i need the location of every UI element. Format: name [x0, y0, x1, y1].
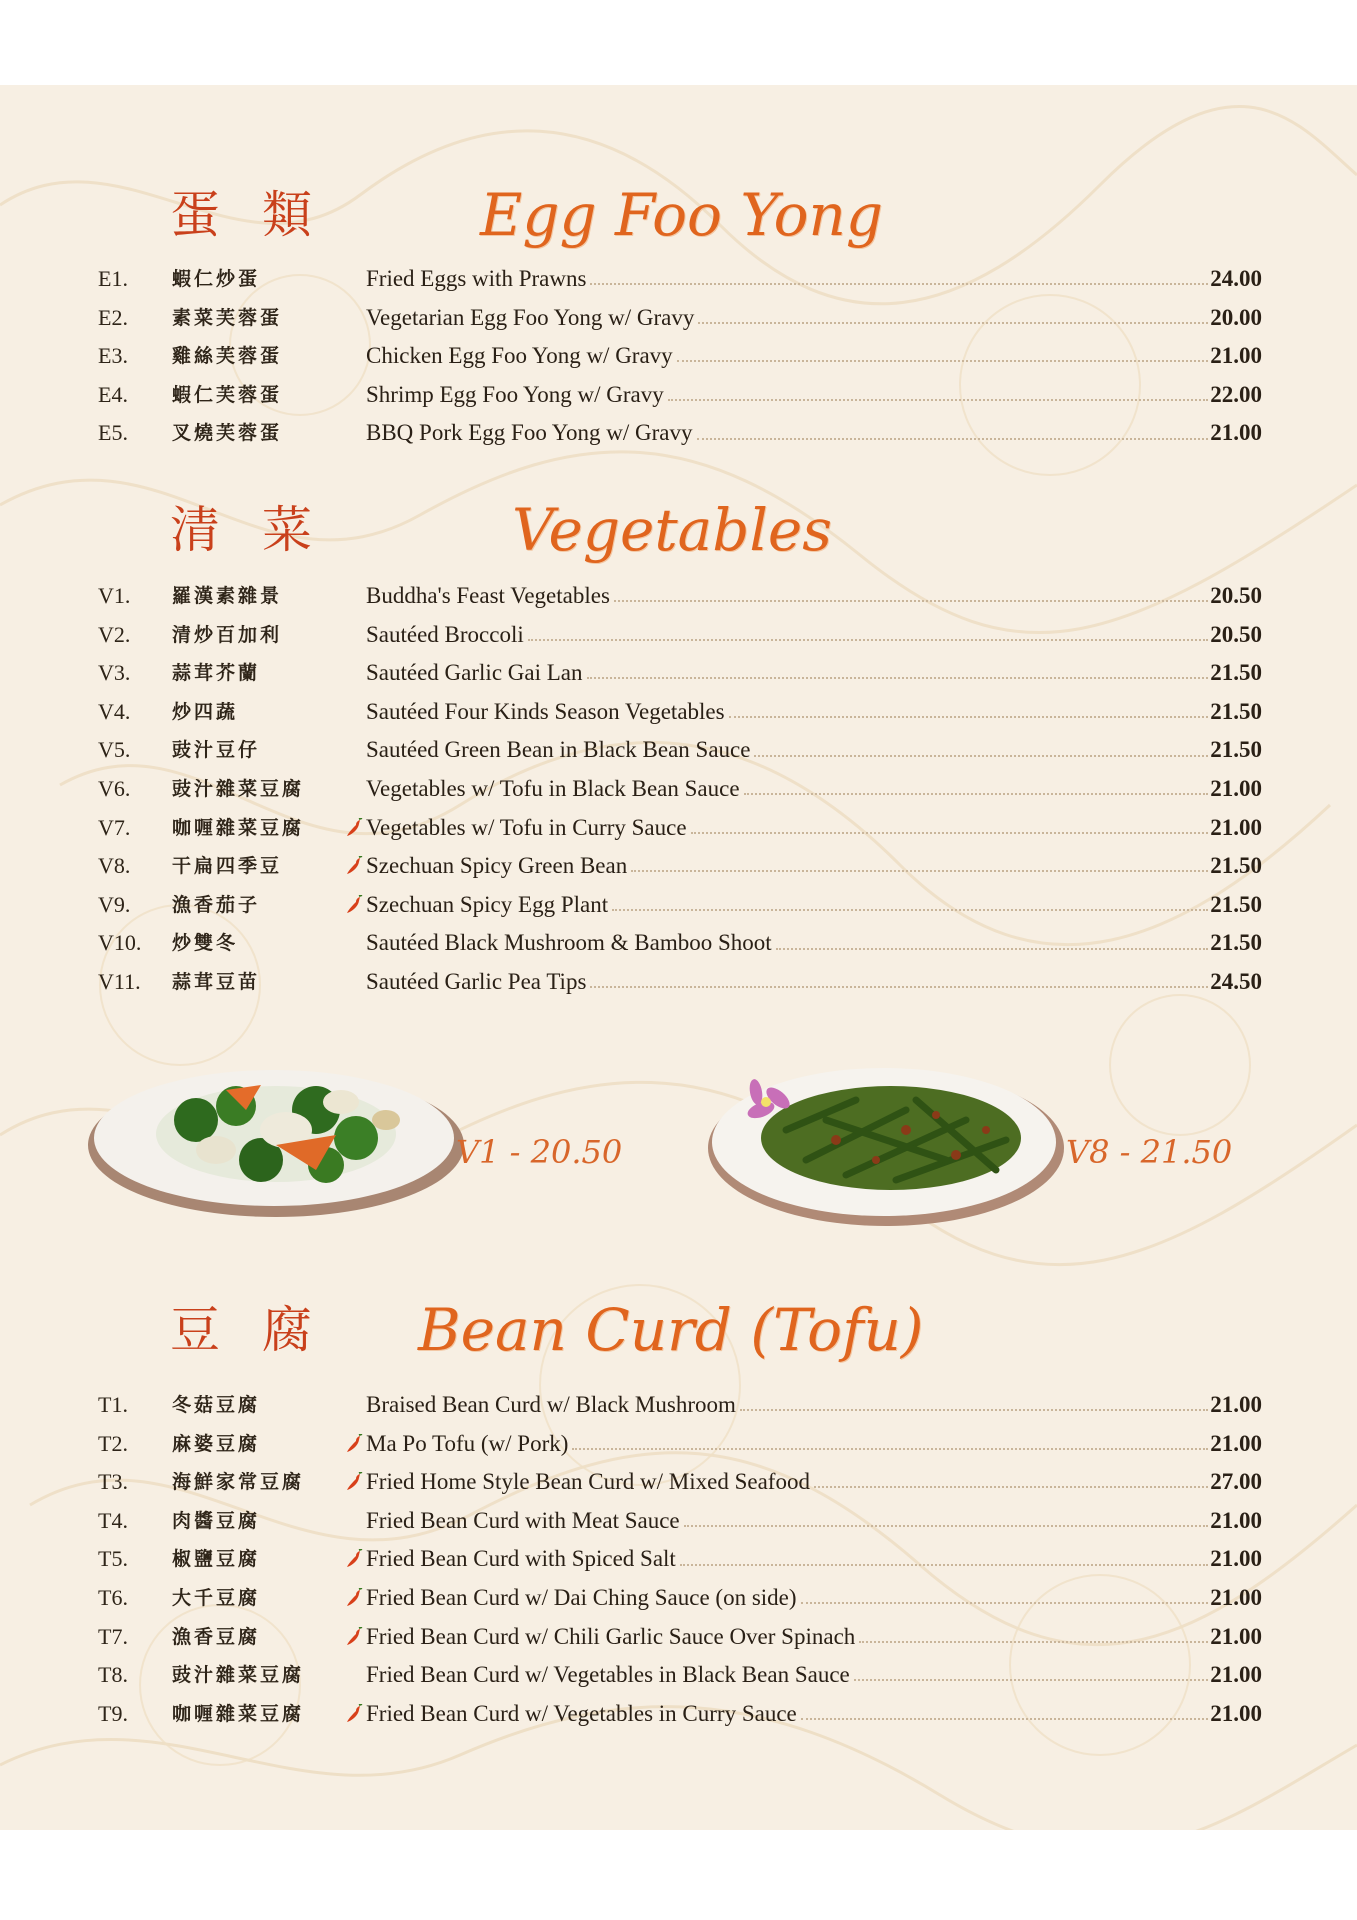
item-price: 21.00	[1210, 1623, 1262, 1649]
item-chinese-name: 咖喱雜菜豆腐	[172, 816, 305, 839]
dot-leader	[631, 870, 1208, 872]
chili-pepper-icon	[345, 856, 363, 876]
item-chinese-name: 麻婆豆腐	[172, 1432, 261, 1455]
szechuan-green-bean-photo	[706, 1060, 1066, 1230]
item-name: Fried Bean Curd w/ Vegetables in Black Bean Sauce	[366, 1662, 850, 1688]
chili-pepper-icon	[345, 1472, 363, 1492]
item-line	[366, 847, 1262, 886]
item-code: E5.	[98, 420, 128, 446]
item-name: Sautéed Garlic Gai Lan	[366, 660, 583, 686]
item-line	[366, 654, 1262, 693]
dot-leader	[698, 322, 1208, 324]
item-line	[366, 299, 1262, 338]
item-code: V10.	[98, 930, 142, 956]
item-chinese-name: 豉汁豆仔	[172, 739, 261, 762]
item-code: V9.	[98, 891, 131, 917]
item-name: Buddha's Feast Vegetables	[366, 583, 610, 608]
dot-leader	[614, 600, 1208, 602]
item-chinese-name: 素菜芙蓉蛋	[172, 306, 283, 329]
menu-item-row	[0, 886, 1357, 925]
veg-section-header	[0, 485, 1357, 575]
dot-leader	[684, 1525, 1209, 1527]
chili-pepper-icon	[345, 1627, 363, 1647]
item-name: Sautéed Green Bean in Black Bean Sauce	[366, 737, 751, 763]
v8-photo-label: V8 - 21.50	[1066, 1133, 1233, 1171]
item-name: BBQ Pork Egg Foo Yong w/ Gravy	[366, 420, 693, 446]
item-name: Ma Po Tofu (w/ Pork)	[366, 1430, 569, 1456]
dot-leader	[740, 1409, 1208, 1411]
item-chinese-name: 干扁四季豆	[172, 855, 283, 878]
chili-pepper-icon	[345, 1704, 363, 1724]
item-line	[366, 1425, 1262, 1464]
tofu-section-title: Bean Curd (Tofu)	[418, 1296, 924, 1364]
item-code: V6.	[98, 775, 131, 801]
menu-item-row	[0, 1540, 1357, 1579]
menu-item-row	[0, 1618, 1357, 1657]
item-price: 21.00	[1210, 1700, 1262, 1726]
item-name: Sautéed Four Kinds Season Vegetables	[366, 698, 725, 724]
item-chinese-name: 漁香豆腐	[172, 1625, 261, 1648]
menu-item-row	[0, 731, 1357, 770]
item-chinese-name: 冬菇豆腐	[172, 1394, 261, 1416]
veg-menu-list	[0, 577, 1357, 1002]
item-code: T7.	[98, 1623, 128, 1649]
item-line	[366, 963, 1262, 1002]
dot-leader	[744, 793, 1209, 795]
menu-item-row	[0, 770, 1357, 809]
item-price: 21.00	[1210, 1430, 1262, 1456]
item-code: T8.	[98, 1662, 128, 1688]
item-price: 21.00	[1210, 1662, 1262, 1688]
item-price: 21.00	[1210, 1546, 1262, 1572]
item-code: T1.	[98, 1392, 128, 1417]
dot-leader	[729, 716, 1209, 718]
dot-leader	[814, 1486, 1208, 1488]
item-line	[366, 693, 1262, 732]
item-chinese-name: 蒜茸芥蘭	[172, 662, 261, 685]
menu-item-row	[0, 1463, 1357, 1502]
item-code: T9.	[98, 1700, 128, 1726]
item-chinese-name: 炒四蔬	[172, 700, 239, 723]
item-line	[366, 376, 1262, 415]
menu-item-row	[0, 577, 1357, 616]
menu-item-row	[0, 924, 1357, 963]
menu-item-row	[0, 260, 1357, 299]
menu-item-row	[0, 1425, 1357, 1464]
item-name: Fried Bean Curd with Spiced Salt	[366, 1546, 676, 1572]
item-price: 24.00	[1210, 266, 1262, 291]
item-line	[366, 886, 1262, 925]
tofu-menu-list	[0, 1386, 1357, 1733]
item-code: T2.	[98, 1430, 128, 1456]
item-price: 27.00	[1210, 1469, 1262, 1495]
item-name: Sautéed Broccoli	[366, 621, 524, 647]
chili-pepper-icon	[345, 895, 363, 915]
item-name: Fried Eggs with Prawns	[366, 266, 587, 291]
menu-item-row	[0, 616, 1357, 655]
item-line	[366, 1579, 1262, 1618]
item-price: 21.50	[1210, 853, 1262, 879]
item-code: T4.	[98, 1507, 128, 1533]
item-name: Vegetables w/ Tofu in Curry Sauce	[366, 814, 687, 840]
item-name: Vegetables w/ Tofu in Black Bean Sauce	[366, 775, 740, 801]
item-code: E2.	[98, 304, 128, 330]
item-price: 21.00	[1210, 420, 1262, 446]
chili-pepper-icon	[345, 1588, 363, 1608]
item-price: 21.50	[1210, 930, 1262, 956]
chili-pepper-icon	[345, 1434, 363, 1454]
menu-item-row	[0, 1386, 1357, 1425]
menu-item-row	[0, 809, 1357, 848]
buddhas-feast-photo	[86, 1050, 466, 1220]
dot-leader	[754, 755, 1208, 757]
menu-item-row	[0, 1695, 1357, 1734]
item-line	[366, 337, 1262, 376]
item-chinese-name: 炒雙冬	[172, 932, 239, 955]
dot-leader	[668, 399, 1208, 401]
item-name: Sautéed Garlic Pea Tips	[366, 968, 587, 994]
item-chinese-name: 豉汁雜菜豆腐	[172, 1664, 305, 1687]
item-name: Fried Bean Curd w/ Vegetables in Curry Sauce	[366, 1700, 797, 1726]
menu-item-row	[0, 299, 1357, 338]
item-chinese-name: 海鮮家常豆腐	[172, 1471, 305, 1494]
item-price: 20.50	[1210, 621, 1262, 647]
item-code: E4.	[98, 381, 128, 407]
dot-leader	[587, 677, 1209, 679]
item-line	[366, 616, 1262, 655]
egg-section-chinese-title: 蛋類	[170, 186, 354, 244]
item-chinese-name: 蝦仁芙蓉蛋	[172, 383, 283, 406]
item-line	[366, 1386, 1262, 1425]
tofu-section-header	[0, 1285, 1357, 1375]
item-name: Fried Bean Curd with Meat Sauce	[366, 1507, 680, 1533]
item-chinese-name: 雞絲芙蓉蛋	[172, 345, 283, 368]
menu-item-row	[0, 654, 1357, 693]
menu-item-row	[0, 1502, 1357, 1541]
chili-pepper-icon	[345, 818, 363, 838]
dot-leader	[801, 1718, 1209, 1720]
egg-section-header	[0, 170, 1357, 260]
item-name: Fried Bean Curd w/ Dai Ching Sauce (on side)	[366, 1584, 797, 1610]
item-price: 21.00	[1210, 1392, 1262, 1417]
item-price: 21.00	[1210, 1584, 1262, 1610]
item-name: Sautéed Black Mushroom & Bamboo Shoot	[366, 930, 772, 956]
item-line	[366, 1618, 1262, 1657]
item-code: T5.	[98, 1546, 128, 1572]
dot-leader	[677, 360, 1209, 362]
item-code: T3.	[98, 1469, 128, 1495]
item-name: Braised Bean Curd w/ Black Mushroom	[366, 1392, 736, 1417]
item-price: 20.50	[1210, 583, 1262, 608]
item-chinese-name: 椒鹽豆腐	[172, 1548, 261, 1571]
item-price: 24.50	[1210, 968, 1262, 994]
item-chinese-name: 蒜茸豆苗	[172, 970, 261, 993]
egg-section-title: Egg Foo Yong	[480, 181, 884, 249]
item-line	[366, 770, 1262, 809]
item-chinese-name: 羅漢素雜景	[172, 585, 283, 607]
v1-photo-label: V1 - 20.50	[456, 1133, 623, 1171]
item-chinese-name: 咖喱雜菜豆腐	[172, 1702, 305, 1725]
item-chinese-name: 大千豆腐	[172, 1586, 261, 1609]
item-code: T6.	[98, 1584, 128, 1610]
item-name: Shrimp Egg Foo Yong w/ Gravy	[366, 381, 664, 407]
dot-leader	[680, 1564, 1208, 1566]
dot-leader	[854, 1679, 1209, 1681]
menu-page	[0, 85, 1357, 1830]
dot-leader	[691, 832, 1209, 834]
egg-menu-list	[0, 260, 1357, 453]
veg-section-chinese-title: 清菜	[170, 501, 354, 559]
item-price: 22.00	[1210, 381, 1262, 407]
item-price: 21.00	[1210, 1507, 1262, 1533]
item-line	[366, 577, 1262, 616]
item-line	[366, 731, 1262, 770]
item-name: Chicken Egg Foo Yong w/ Gravy	[366, 343, 673, 369]
dot-leader	[776, 948, 1209, 950]
veg-section-title: Vegetables	[512, 496, 832, 564]
item-chinese-name: 肉醬豆腐	[172, 1509, 261, 1532]
menu-item-row	[0, 1656, 1357, 1695]
item-price: 21.50	[1210, 891, 1262, 917]
item-price: 21.00	[1210, 343, 1262, 369]
dot-leader	[697, 438, 1209, 440]
item-code: V3.	[98, 660, 131, 686]
dot-leader	[590, 986, 1208, 988]
item-name: Szechuan Spicy Egg Plant	[366, 891, 609, 917]
dot-leader	[801, 1602, 1209, 1604]
item-line	[366, 1656, 1262, 1695]
menu-item-row	[0, 1579, 1357, 1618]
item-chinese-name: 豉汁雜菜豆腐	[172, 777, 305, 800]
item-code: E1.	[98, 266, 128, 291]
item-price: 21.00	[1210, 814, 1262, 840]
dot-leader	[572, 1448, 1208, 1450]
item-line	[366, 414, 1262, 453]
item-line	[366, 1695, 1262, 1734]
item-line	[366, 1540, 1262, 1579]
item-chinese-name: 漁香茄子	[172, 893, 261, 916]
item-price: 21.50	[1210, 737, 1262, 763]
item-price: 20.00	[1210, 304, 1262, 330]
item-chinese-name: 清炒百加利	[172, 623, 283, 646]
item-line	[366, 809, 1262, 848]
dot-leader	[859, 1641, 1208, 1643]
menu-item-row	[0, 414, 1357, 453]
item-line	[366, 924, 1262, 963]
item-name: Fried Bean Curd w/ Chili Garlic Sauce Over Spinach	[366, 1623, 856, 1649]
dot-leader	[528, 639, 1208, 641]
item-name: Fried Home Style Bean Curd w/ Mixed Seafood	[366, 1469, 810, 1495]
item-price: 21.50	[1210, 698, 1262, 724]
item-price: 21.50	[1210, 660, 1262, 686]
dot-leader	[612, 909, 1208, 911]
item-line	[366, 1502, 1262, 1541]
item-line	[366, 1463, 1262, 1502]
item-chinese-name: 蝦仁炒蛋	[172, 268, 261, 290]
menu-item-row	[0, 376, 1357, 415]
item-line	[366, 260, 1262, 299]
item-code: V8.	[98, 853, 131, 879]
item-code: V4.	[98, 698, 131, 724]
item-chinese-name: 叉燒芙蓉蛋	[172, 422, 283, 445]
menu-item-row	[0, 963, 1357, 1002]
item-code: V2.	[98, 621, 131, 647]
item-code: V1.	[98, 583, 131, 608]
chili-pepper-icon	[345, 1549, 363, 1569]
item-code: E3.	[98, 343, 128, 369]
tofu-section-chinese-title: 豆腐	[170, 1301, 354, 1359]
menu-item-row	[0, 337, 1357, 376]
menu-item-row	[0, 693, 1357, 732]
item-price: 21.00	[1210, 775, 1262, 801]
item-name: Szechuan Spicy Green Bean	[366, 853, 628, 879]
item-name: Vegetarian Egg Foo Yong w/ Gravy	[366, 304, 695, 330]
dot-leader	[590, 283, 1208, 285]
item-code: V5.	[98, 737, 131, 763]
item-code: V11.	[98, 968, 141, 994]
menu-item-row	[0, 847, 1357, 886]
item-code: V7.	[98, 814, 131, 840]
